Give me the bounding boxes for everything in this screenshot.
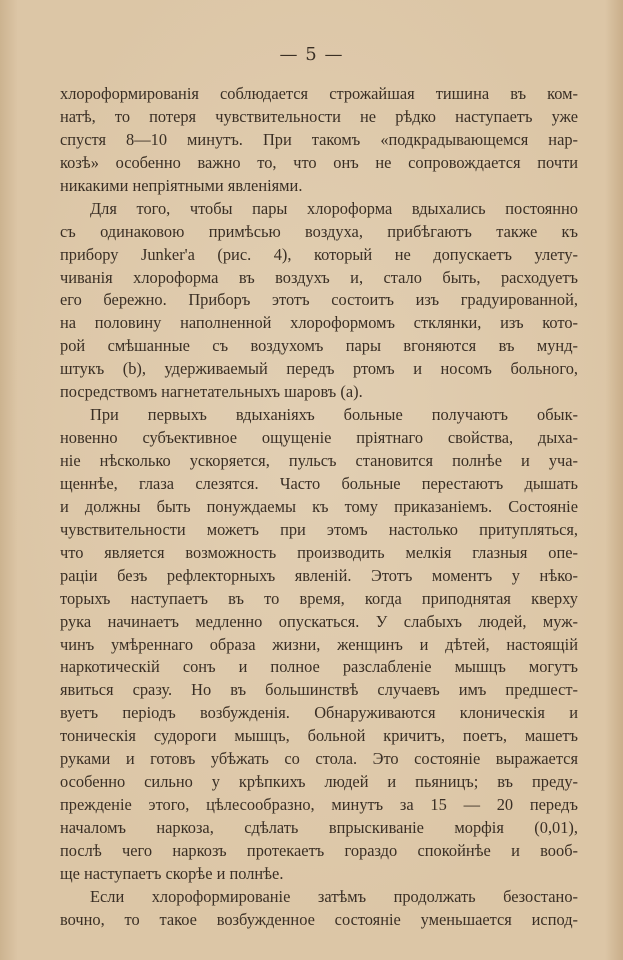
text-line: Для того, чтобы пары хлороформа вдыхались постоянно (90, 198, 578, 218)
text-line: хлороформированія соблюдается строжайшая тишина въ ком- (60, 84, 578, 103)
text-line: новенно субъективное ощущеніе пріятнаго свойства, дыха- (60, 428, 578, 448)
text-line: ніе нѣсколько ускоряется, пульсъ становится полнѣе и уча- (60, 451, 578, 470)
text-line: спустя 8—10 минутъ. При такомъ «подкрадывающемся нар- (60, 129, 578, 149)
text-line: прежденіе этого, цѣлесообразно, минутъ за 15 — 20 передъ (60, 795, 578, 815)
text-line: щеннѣе, глаза слезятся. Часто больные перестаютъ дышать (60, 473, 578, 493)
text-line: штукъ (b), удерживаемый передъ ртомъ и носомъ больного, (60, 359, 578, 379)
text-line: рой смѣшанные съ воздухомъ пары вгоняются въ мунд- (60, 336, 578, 356)
text-line: козѣ» особенно важно то, что онъ не сопровождается почти (60, 152, 578, 172)
text-line: чувствительности можетъ при этомъ настолько притупляться, (60, 519, 578, 539)
text-line: натѣ, то потеря чувствительности не рѣдко наступаетъ уже (60, 106, 578, 126)
text-line: наркотическій сонъ и полное разслабленіе мышцъ могутъ (60, 657, 578, 677)
text-line: вуетъ періодъ возбужденія. Обнаруживаются клоническія и (60, 703, 578, 723)
text-line: и должны быть понуждаемы къ тому приказаніемъ. Состояніе (60, 496, 578, 516)
text-line: чиванія хлороформа въ воздухъ и, стало быть, расходуетъ (60, 267, 578, 287)
text-line: раціи безъ рефлекторныхъ явленій. Этотъ моментъ у нѣко- (60, 565, 578, 585)
text-line: рука начинаетъ медленно опускаться. У слабыхъ людей, муж- (60, 611, 578, 631)
text-line: посредствомъ нагнетательныхъ шаровъ (a). (60, 382, 363, 402)
text-line: его бережно. Приборъ этотъ состоитъ изъ градуированной, (60, 290, 578, 310)
text-line: прибору Junker'a (рис. 4), который не допускаетъ улету- (60, 244, 578, 264)
text-line: явиться сразу. Но въ большинствѣ случаевъ имъ предшест- (60, 680, 578, 700)
text-line: послѣ чего наркозъ протекаетъ гораздо спокойнѣе и вооб- (60, 840, 578, 860)
text-line: на половину наполненной хлороформомъ стклянки, изъ кото- (60, 313, 578, 333)
text-line: что является возможность производить мелкія глазныя опе- (60, 542, 578, 562)
text-line: ще наступаетъ скорѣе и полнѣе. (60, 863, 284, 883)
text-line: началомъ наркоза, сдѣлать впрыскиваніе морфія (0,01), (60, 818, 578, 837)
text-line: тоническія судороги мышцъ, больной кричитъ, поетъ, машетъ (60, 726, 578, 746)
text-line: вочно, то такое возбужденное состояніе уменьшается испод- (60, 909, 578, 929)
page-number: — 5 — (279, 44, 344, 65)
body-text (60, 83, 578, 932)
text-line: Если хлороформированіе затѣмъ продолжать безостано- (90, 886, 578, 906)
text-line: чинъ умѣреннаго образа жизни, женщинъ и дѣтей, настоящій (60, 634, 578, 654)
text-line: При первыхъ вдыханіяхъ больные получаютъ обык- (90, 405, 578, 425)
text-line: никакими непріятными явленіями. (60, 175, 303, 195)
text-line: съ одинаковою примѣсью воздуха, прибѣгаютъ также къ (60, 221, 578, 241)
text-line: особенно сильно у крѣпкихъ людей и пьяницъ; въ преду- (60, 772, 578, 792)
text-line: торыхъ наступаетъ въ то время, когда приподнятая кверху (60, 588, 578, 608)
text-line: руками и готовъ убѣжать со стола. Это состояніе выражается (60, 749, 578, 769)
